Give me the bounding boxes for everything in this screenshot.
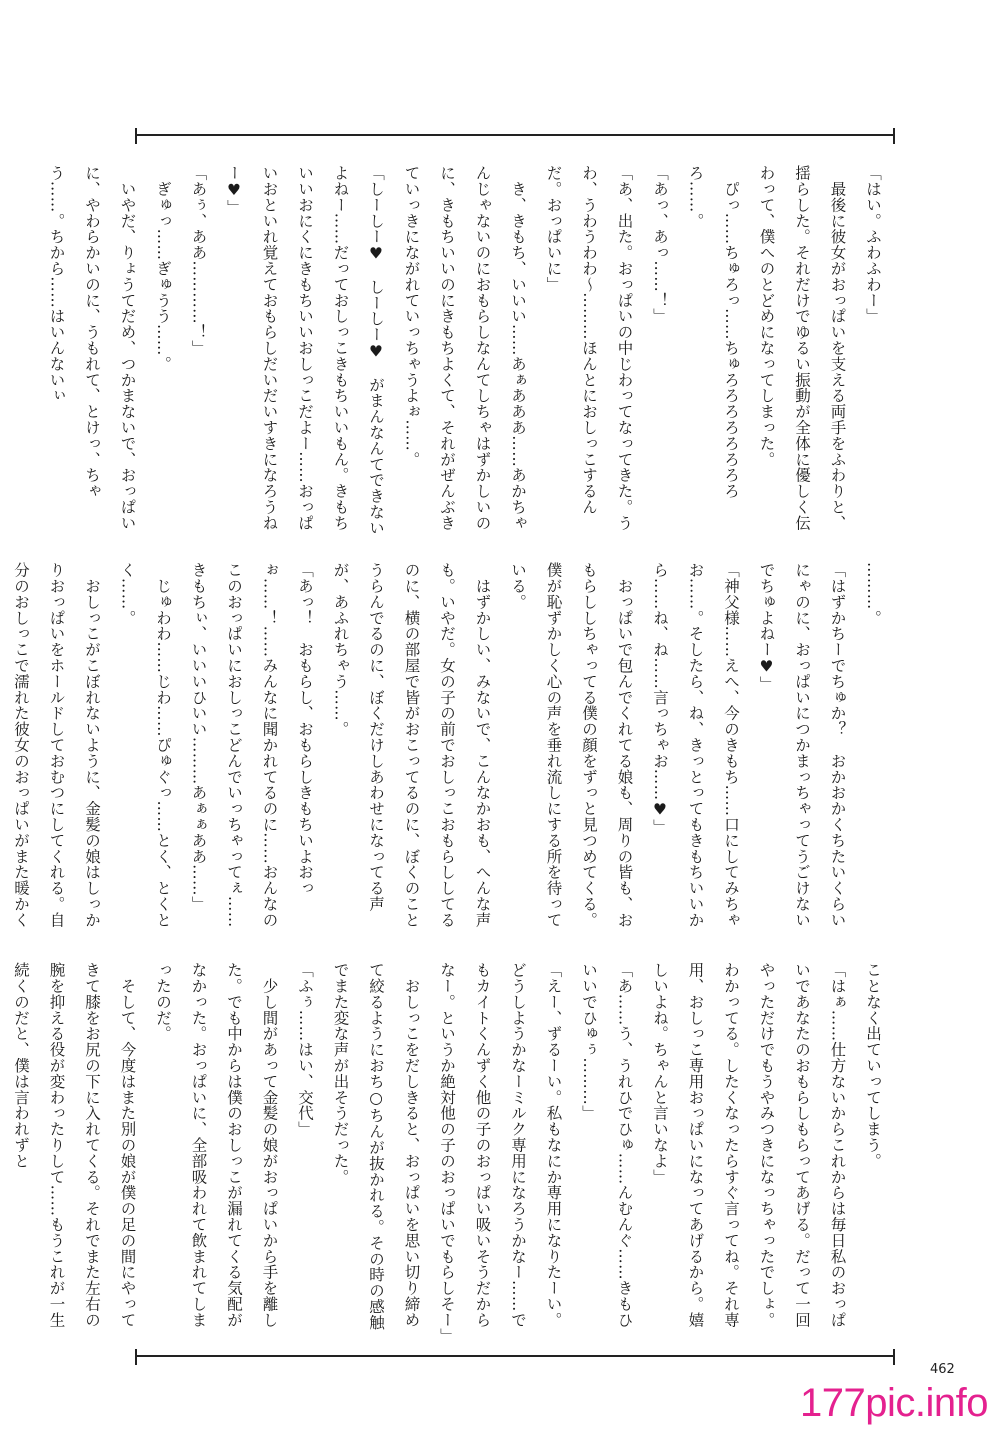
paragraph: いやだ、りょうてだめ、つかまないで、おっぱいに、やわらかいのに、うもれて、とけっ、ちゃう……。ちから……はいんないぃ <box>47 165 137 531</box>
paragraph: 「あぅ、ああ…………！」 <box>189 165 208 356</box>
paragraph: じゅわわ……じわ……ぴゅぐっ……とく、とくとく……。 <box>118 562 172 928</box>
top-rule <box>135 134 895 136</box>
paragraph: 「あっ、あっ……！」 <box>651 165 669 324</box>
paragraph: おしっこをだしきると、おっぱいを思い切り締めて絞るようにおち○ちんが抜かれる。その時の感触でまた変な声が出そうだった。 <box>331 962 421 1331</box>
paragraph: 「あ……う、うれひでひゅ……んむんぐ……きもひいいでひゅぅ………」 <box>580 962 634 1328</box>
paragraph: 「はぁ……仕方ないからこれからは毎日私のおっぱいであなたのおもらしもらってあげる。だって一回やっただけでもうやみつきになっちゃったでしょ。わかってる。したくなったらすぐ言ってね。それ専用、おしっこ専用おっぱいになってあげるから。嬉しいよね。ちゃんと言いなよ」 <box>651 962 847 1328</box>
text-band-lower <box>12 962 890 1344</box>
paragraph: き、きもち、いいい……あぁあああ……あかちゃんじゃないのにおもらしなんてしちゃはずかしいのに、きもちいいのにきもちよくて、それがぜんぶきていっきにながれていっちゃうよぉ……。 <box>402 165 527 531</box>
paragraph: 「えー、ずるーい。私もなにか専用になりたーい。どうしようかなーミルク専用になろうかなー……でもカイトくんずく他の子のおっぱい吸いそうだからなー。というか絶対他の子のおっぱいでもらしそー」 <box>438 962 563 1344</box>
paragraph: ぴっ……ちゅろっ……ちゅろろろろろろろろろ……。 <box>686 165 740 499</box>
paragraph: 「神父様……えへ、今のきもち……口にしてみちゃお……。そしたら、ね、きっとってもきもちいいから……ね、ね……言っちゃお……♥」 <box>651 562 740 928</box>
paragraph: 「はい。ふわふわー」 <box>864 165 882 324</box>
text-band-upper <box>47 165 890 543</box>
paragraph: 少し間があって金髪の娘がおっぱいから手を離した。でも中からは僕のおしっこが漏れてくる気配がなかった。おっぱいに、全部吸われて飲まれてしまったのだ。 <box>154 962 279 1328</box>
paragraph: ことなく出ていってしまう。 <box>864 962 882 1169</box>
paragraph: おしっこがこぼれないように、金髪の娘はしっかりおっぱいをホールドしておむつにしてくれる。自分のおしっこで濡れた彼女のおっぱいがまた暖かく <box>12 562 101 928</box>
paragraph: 「はずかちーでちゅか？ おかおかくちたいくらいにゃのに、おっぱいにつかまっちゃってうごけないでちゅよねー♥」 <box>757 562 847 928</box>
paragraph: 「しーしー♥ しーしー♥ がまんなんてできないよねー……だっておしっこきもちいいもん。きもちいいおにくにきもちいいおしっこだよー……おっぱいおといれ覚えておもらしだいだいすきになろうねー♥」 <box>225 165 385 536</box>
page-number: 462 <box>930 1362 955 1377</box>
paragraph: そして、今度はまた別の娘が僕の足の間にやってきて膝をお尻の下に入れてくる。それでまた左右の腕を抑える役が変わったりして……もうこれが一生続くのだと、僕は言われずと <box>12 962 137 1328</box>
paragraph: ………。 <box>864 562 882 626</box>
paragraph: 「あっ！ おもらし、おもらしきもちいよおっぉ……！……みんなに聞かれてるのに……おんなのこのおっぱいにおしっこどんでいっちゃってぇ……きもちぃ、いいいひいい………あぁぁああ……」 <box>189 562 314 928</box>
paragraph: 最後に彼女がおっぱいを支える両手をふわりと、揺らした。それだけでゆるい振動が全体に優しく伝わって、僕へのとどめになってしまった。 <box>757 165 847 531</box>
paragraph: ぎゅっ……ぎゅうう……。 <box>154 165 172 372</box>
paragraph: 「あ、出た。おっぱいの中じわってなってきた。うわ、うわうわわ〜………ほんとにおしっこするんだ。おっぱいに」 <box>544 165 634 531</box>
paragraph: はずかしい、みないで、こんなかおも、へんな声も。いやだ。女の子の前でおしっこおもらししてるのに、横の部屋で皆がおこってるのに、ぼくのことうらんでるのに、ぼくだけしあわせになってる声が、あふれちゃう……。 <box>331 562 492 928</box>
text-band-middle <box>12 562 890 940</box>
paragraph: 「ふぅ……はい、交代」 <box>296 962 314 1137</box>
paragraph: おっぱいで包んでくれてる娘も、周りの皆も、おもらししちゃってる僕の顔をずっと見つめてくる。僕が恥ずかしく心の声を垂れ流しにする所を待っている。 <box>509 562 634 928</box>
bottom-rule <box>135 1355 895 1357</box>
watermark: 177pic.info <box>800 1381 988 1425</box>
